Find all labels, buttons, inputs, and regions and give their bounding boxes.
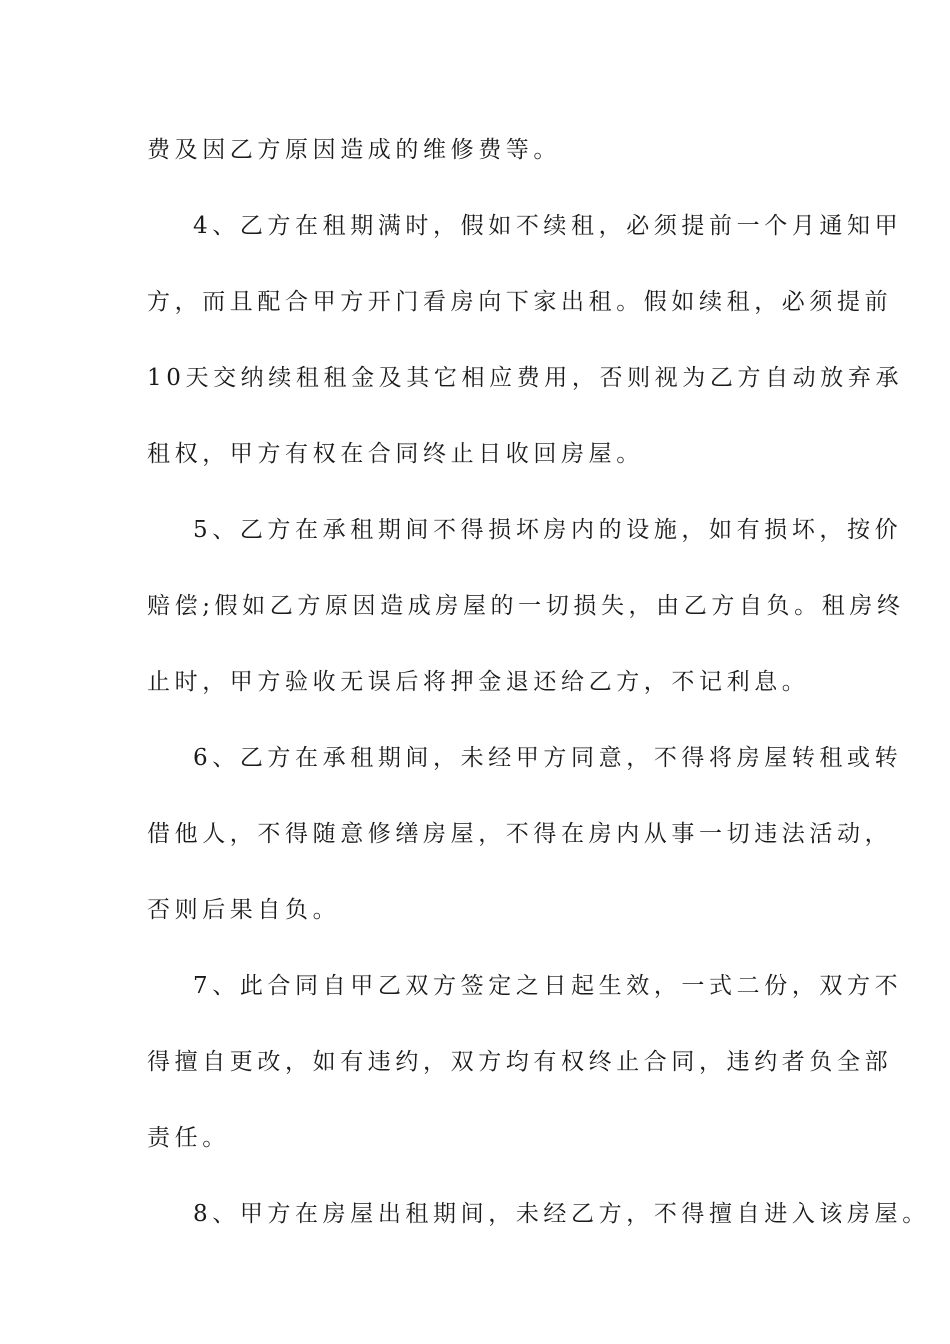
clause-5-line: 5、乙方在承租期间不得损坏房内的设施，如有损坏，按价 bbox=[193, 517, 903, 543]
text-line: 方，而且配合甲方开门看房向下家出租。假如续租，必须提前 bbox=[147, 289, 893, 315]
clause-6-line: 6、乙方在承租期间，未经甲方同意，不得将房屋转租或转 bbox=[193, 745, 903, 771]
clause-4-line: 4、乙方在租期满时，假如不续租，必须提前一个月通知甲 bbox=[193, 213, 903, 239]
text-line: 否则后果自负。 bbox=[147, 897, 341, 923]
text-line: 赔偿;假如乙方原因造成房屋的一切损失，由乙方自负。租房终 bbox=[147, 593, 905, 619]
clause-8-line: 8、甲方在房屋出租期间，未经乙方，不得擅自进入该房屋。 bbox=[193, 1201, 930, 1227]
text-line: 租权，甲方有权在合同终止日收回房屋。 bbox=[147, 441, 644, 467]
text-line: 止时，甲方验收无误后将押金退还给乙方，不记利息。 bbox=[147, 669, 810, 695]
text-line: 责任。 bbox=[147, 1125, 230, 1151]
text-line: 费及因乙方原因造成的维修费等。 bbox=[147, 137, 561, 163]
text-line: 得擅自更改，如有违约，双方均有权终止合同，违约者负全部 bbox=[147, 1049, 893, 1075]
clause-7-line: 7、此合同自甲乙双方签定之日起生效，一式二份，双方不 bbox=[193, 973, 903, 999]
text-line: 10天交纳续租租金及其它相应费用，否则视为乙方自动放弃承 bbox=[147, 365, 904, 391]
text-line: 借他人，不得随意修缮房屋，不得在房内从事一切违法活动， bbox=[147, 821, 893, 847]
